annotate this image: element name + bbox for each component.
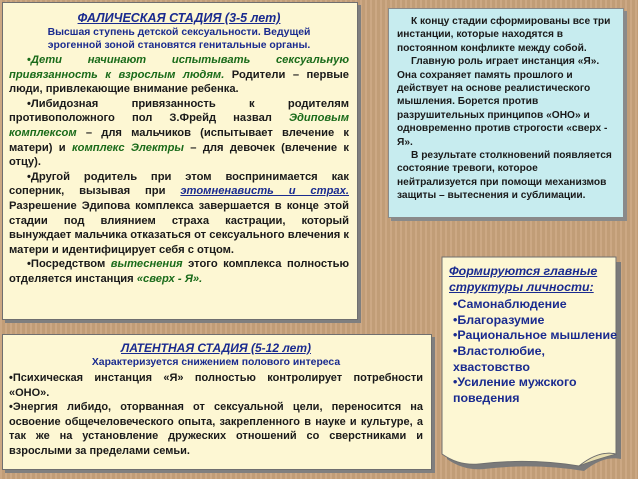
- note-heading: Формируются главные структуры личности:: [449, 264, 598, 294]
- conflict-paragraph-3: В результате столкновений появляется состояние тревоги, которое нейтрализуется при помощи механизмов защиты – вытеснения и сублимации.: [397, 150, 612, 202]
- list-item-label: Властолюбие, хвастовство: [453, 343, 546, 374]
- electra-complex-term: комплекс Электры: [72, 141, 184, 154]
- personality-structures-note: [441, 256, 621, 472]
- list-item-label: Самонаблюдение: [457, 297, 567, 312]
- latent-paragraph-1: •Психическая инстанция «Я» полностью контролирует потребности «ОНО».: [9, 372, 423, 399]
- latent-stage-title: ЛАТЕНТНАЯ СТАДИЯ (5-12 лет): [120, 341, 311, 355]
- bullet: •: [453, 297, 458, 312]
- list-item: [449, 297, 619, 313]
- phallic-p2-start: •Либидозная привязанность к родителям противоположного пол З.Фрейд назвал: [9, 97, 349, 125]
- phallic-p4-start: •Посредством: [27, 258, 111, 271]
- phallic-paragraph-2: [9, 97, 349, 170]
- list-item: [449, 344, 619, 375]
- conflict-paragraph-1: К концу стадии сформированы все три инстанции, которые находятся в постоянном конфликте между собой.: [397, 16, 611, 54]
- structures-list: [449, 297, 619, 406]
- conflict-info-panel: [388, 8, 624, 218]
- latent-paragraph-2: •Энергия либидо, оторванная от сексуальной цели, переносится на освоение общечеловеческого опыта, закрепленного в науке и культуре, а так же на установление дружеских отношений со сверстниками и взрослыми за пределами семьи.: [9, 401, 423, 457]
- phallic-p1-emphasis: Дети начинают испытывать сексуальную привязанность к взрослым людям.: [9, 54, 349, 81]
- list-item: [449, 328, 619, 344]
- list-item: [449, 375, 619, 406]
- phallic-p3-end: Разрешение Эдипова комплекса завершается в конце этой стадии под влиянием страха кастрации, который вынуждает мальчика отказаться от сексуального влечения к матери и идентифицирует себя с отцом.: [9, 199, 349, 256]
- latent-stage-subtitle: Характеризуется снижением полового интереса: [91, 357, 341, 368]
- phallic-paragraph-4: [9, 257, 349, 286]
- phallic-stage-panel: [2, 2, 358, 320]
- phallic-p1-rest: Родители – первые люди, привлекающие внимание ребенка.: [9, 68, 350, 96]
- conflict-paragraph-2: Главную роль играет инстанция «Я». Она сохраняет память прошлого и действует на основе реалистического мышления. Борется против разрушительных принципов «ОНО» и одновременно против строгости «сверх - Я».: [397, 56, 608, 148]
- phallic-stage-subtitle-1: Высшая ступень детской сексуальности. Ведущей: [47, 27, 311, 38]
- phallic-stage-subtitle-2: эрогенной зоной становятся генитальные органы.: [47, 40, 311, 51]
- oedipus-complex-term: Эдиповым комплексом: [9, 112, 349, 139]
- latent-stage-panel: [2, 334, 432, 470]
- list-item-label: Усиление мужского поведения: [453, 375, 577, 405]
- list-item-label: Рациональное мышление: [457, 328, 618, 343]
- phallic-p2-end: – для девочек (влечение к отцу).: [9, 141, 349, 169]
- phallic-p2-mid: – для мальчиков (испытывает влечение к матери) и: [9, 126, 349, 154]
- phallic-p3-start: •Другой родитель при этом воспринимается как соперник, вызывая при: [9, 170, 349, 198]
- list-item: [449, 313, 619, 329]
- phallic-paragraph-3: [9, 170, 349, 258]
- bullet: •: [453, 312, 458, 327]
- phallic-stage-title: ФАЛИЧЕСКАЯ СТАДИЯ (3-5 лет): [77, 11, 281, 25]
- bullet: •: [453, 328, 458, 343]
- superego-term: «сверх - Я».: [136, 272, 203, 285]
- bullet: •: [453, 343, 458, 358]
- list-item-label: Благоразумие: [457, 312, 545, 327]
- phallic-paragraph-1: [9, 53, 349, 97]
- hate-fear-term: этомненависть и страх.: [180, 185, 349, 198]
- repression-term: вытеснения: [110, 258, 183, 271]
- bullet: •: [453, 375, 458, 390]
- bullet: •: [27, 54, 31, 66]
- phallic-p4-mid: этого комплекса полностью отделяется инстанция: [9, 258, 349, 285]
